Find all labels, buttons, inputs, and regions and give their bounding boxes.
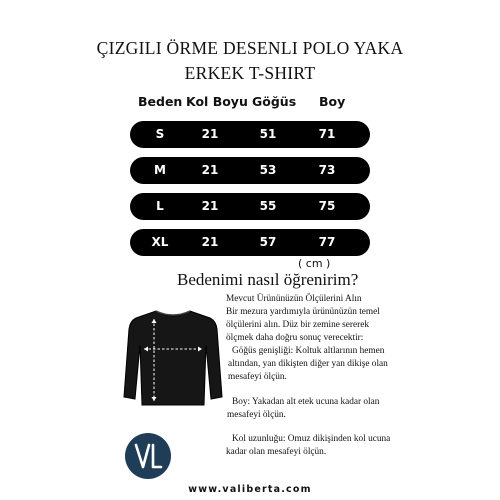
chest-cell: 55 [259, 199, 277, 213]
size-row-s [130, 121, 370, 148]
size-row-m [130, 157, 370, 184]
sleeve-cell: 21 [201, 127, 219, 141]
size-cell: M [154, 163, 166, 177]
valiberta-logo [124, 432, 172, 480]
sleeve-cell: 21 [201, 235, 219, 249]
header-beden: Beden [138, 94, 183, 109]
guide-line: mesafeyi ölçün. [227, 410, 286, 420]
sleeve-cell: 21 [201, 199, 219, 213]
size-cell: S [155, 127, 165, 141]
header-kol-boyu: Kol Boyu [186, 94, 248, 109]
guide-line-sleeve: Kol uzunluğu: Omuz dikişinden kol ucuna [232, 434, 391, 444]
product-title-line2: ERKEK T-SHIRT [184, 63, 316, 83]
sweater-measurement-icon [118, 305, 228, 413]
website-url[interactable]: www.valiberta.com [188, 484, 312, 495]
header-gogus: Göğüs [252, 94, 297, 109]
guide-line: ölçülerini alın. Düz bir zemine sererek [226, 320, 370, 330]
guide-line: altından, yan dikişten diğer yan dikişe olan [228, 359, 388, 369]
guide-heading: Bedenimi nasıl öğrenirim? [177, 270, 359, 289]
length-cell: 77 [318, 235, 336, 249]
size-cell: XL [151, 235, 169, 249]
size-row-l [130, 193, 370, 220]
guide-line: Bir mezura yardımıyla ürününüzün temel [226, 307, 380, 317]
chest-cell: 57 [259, 235, 277, 249]
guide-line: ölçmek daha doğru sonuç verecektir: [226, 333, 364, 343]
chest-cell: 53 [259, 163, 277, 177]
guide-line: kadar olan mesafeyi ölçün. [226, 447, 327, 457]
size-row-xl [130, 229, 370, 256]
header-boy: Boy [319, 94, 346, 109]
unit-label: ( cm ) [298, 257, 331, 270]
size-cell: L [156, 199, 164, 213]
guide-line: mesafeyi ölçün. [228, 372, 287, 382]
guide-line-length: Boy: Yakadan alt etek ucuna kadar olan [232, 397, 380, 407]
guide-line-chest: Göğüs genişliği: Koltuk altlarının hemen [232, 346, 385, 356]
sleeve-cell: 21 [201, 163, 219, 177]
length-cell: 73 [318, 163, 336, 177]
guide-line: Mevcut Ürününüzün Ölçülerini Alın [226, 294, 362, 304]
length-cell: 71 [318, 127, 336, 141]
chest-cell: 51 [259, 127, 277, 141]
product-title-line1: ÇIZGILI ÖRME DESENLI POLO YAKA [96, 38, 404, 58]
length-cell: 75 [318, 199, 336, 213]
